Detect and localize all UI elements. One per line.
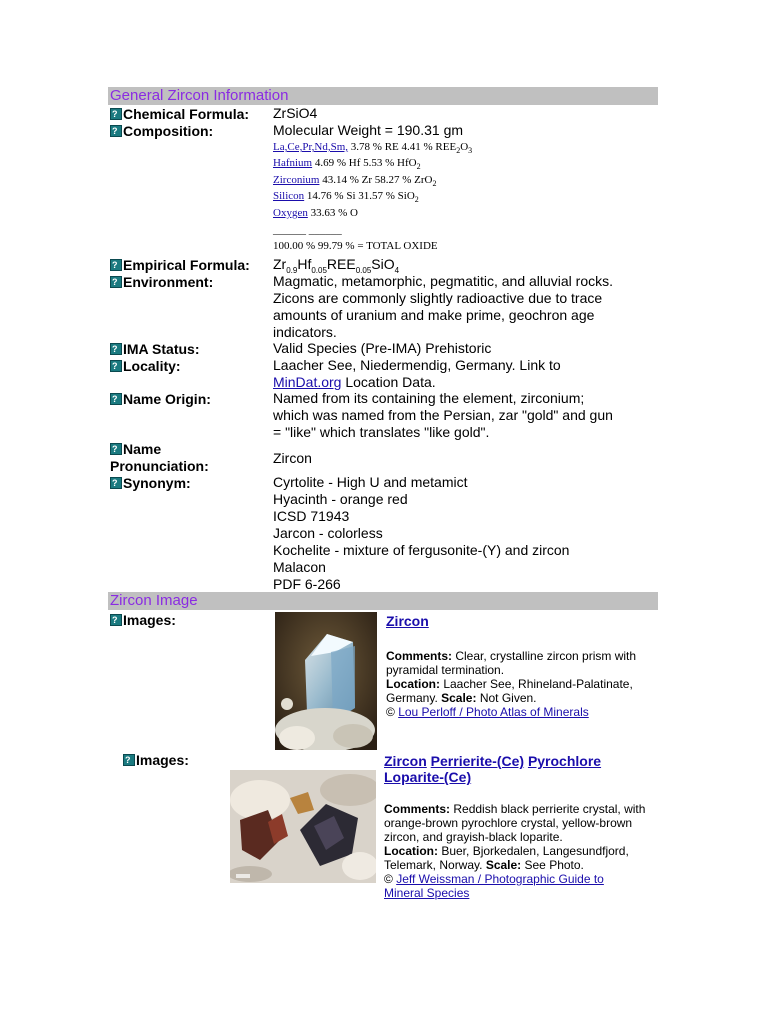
label-chemical-formula: ?Chemical Formula: — [110, 106, 249, 122]
label-images: ?Images: — [110, 612, 176, 628]
help-icon[interactable] — [110, 477, 122, 489]
help-icon[interactable] — [110, 276, 122, 288]
value-locality: Laacher See, Niedermendig, Germany. Link to MinDat.org Location Data. — [273, 357, 561, 390]
section-header-image: Zircon Image — [108, 592, 658, 610]
help-icon[interactable] — [110, 125, 122, 137]
value-molecular-weight: Molecular Weight = 190.31 gm — [273, 122, 464, 138]
label-ima-status: ?IMA Status: — [110, 341, 199, 357]
label-composition: ?Composition: — [110, 123, 213, 139]
zircon-link-2[interactable]: Zircon — [384, 753, 427, 769]
help-icon[interactable] — [110, 108, 122, 120]
value-ima-status: Valid Species (Pre-IMA) Prehistoric — [273, 340, 492, 356]
element-link[interactable]: Hafnium — [273, 157, 313, 169]
help-icon[interactable] — [123, 754, 135, 766]
composition-row: La,Ce,Pr,Nd,Sm, 3.78 % RE 4.41 % $REE_2O_3$ — [273, 141, 473, 156]
element-link[interactable]: Oxygen — [273, 207, 308, 219]
credit-link[interactable]: Lou Perloff / Photo Atlas of Minerals — [398, 705, 589, 719]
label-environment: ?Environment: — [110, 274, 213, 290]
perrierite-link[interactable]: Perrierite-(Ce) — [430, 753, 525, 769]
label-images-2: ?Images: — [123, 752, 189, 768]
loparite-link[interactable]: Loparite-(Ce) — [384, 769, 472, 785]
label-name-origin: ?Name Origin: — [110, 391, 211, 407]
composition-row: Hafnium 4.69 % Hf 5.53 % HfO$_2$ — [273, 157, 421, 172]
help-icon[interactable] — [110, 360, 122, 372]
composition-row: Silicon 14.76 % Si 31.57 % SiO$_2$ — [273, 190, 419, 205]
value-synonyms: Cyrtolite - High U and metamict Hyacinth - orange red ICSD 71943 Jarcon - colorless Kochelite - mixture of fergusonite-(Y) and zircon Malacon PDF 6-266 — [273, 474, 570, 592]
composition-row: Zirconium 43.14 % Zr 58.27 % ZrO$_2$ — [273, 174, 437, 189]
help-icon[interactable] — [110, 393, 122, 405]
section-header-general: General Zircon Information — [108, 87, 658, 105]
value-empirical-formula: $Zr_{0.9}Hf_{0.05}REE_{0.05}SiO_4$ — [273, 256, 400, 275]
perrierite-photo[interactable] — [230, 770, 376, 883]
zircon-link[interactable]: Zircon — [386, 613, 429, 629]
help-icon[interactable] — [110, 443, 122, 455]
image2-caption: Zircon Perrierite-(Ce) Pyrochlore Loparite-(Ce) Comments: Reddish black perrierite crystal, with orange-brown pyrochlore crystal, yellow-brown zircon, and grayish-black loparite. Location: Buer, Bjorkedalen, Langesundfjord, Telemark, Norway. Scale: See Photo. © Jeff Weissman / Photographic Guide to Mineral Species — [384, 753, 646, 900]
label-name-pronunciation: ?Name Pronunciation: — [110, 441, 209, 474]
value-name-origin: Named from its containing the element, zirconium; which was named from the Persian, zar "gold" and gun = "like" which translates "like gold". — [273, 390, 613, 440]
help-icon[interactable] — [110, 614, 122, 626]
zircon-photo[interactable] — [275, 612, 377, 750]
perrierite-photo-image — [230, 770, 376, 883]
composition-total: 100.00 % 99.79 % = TOTAL OXIDE — [273, 240, 438, 252]
label-locality: ?Locality: — [110, 358, 181, 374]
value-name-pronunciation: Zircon — [273, 450, 312, 466]
value-environment: Magmatic, metamorphic, pegmatitic, and alluvial rocks. Zicons are commonly slightly radioactive due to trace amounts of uranium and make prime, geochron age indicators. — [273, 273, 614, 340]
credit-link-2b[interactable]: Mineral Species — [384, 886, 470, 900]
value-chemical-formula: ZrSiO4 — [273, 105, 318, 121]
element-link[interactable]: Zirconium — [273, 174, 320, 186]
help-icon[interactable] — [110, 343, 122, 355]
zircon-photo-image — [275, 612, 377, 750]
image1-caption: Zircon Comments: Clear, crystalline zircon prism with pyramidal termination. Location: Laacher See, Rhineland-Palatinate, Germany. Scale: Not Given. © Lou Perloff / Photo Atlas of Minerals — [386, 613, 637, 719]
help-icon[interactable] — [110, 259, 122, 271]
element-link[interactable]: La,Ce,Pr,Nd,Sm, — [273, 141, 349, 153]
label-empirical-formula: ?Empirical Formula: — [110, 257, 250, 273]
credit-link-2[interactable]: Jeff Weissman / Photographic Guide to — [396, 872, 604, 886]
mindat-link[interactable]: MinDat.org — [273, 374, 342, 390]
label-synonym: ?Synonym: — [110, 475, 191, 491]
composition-rule: ______ ______ — [273, 224, 342, 236]
element-link[interactable]: Silicon — [273, 190, 305, 202]
pyrochlore-link[interactable]: Pyrochlore — [527, 753, 602, 769]
composition-row: Oxygen 33.63 % O — [273, 207, 358, 219]
